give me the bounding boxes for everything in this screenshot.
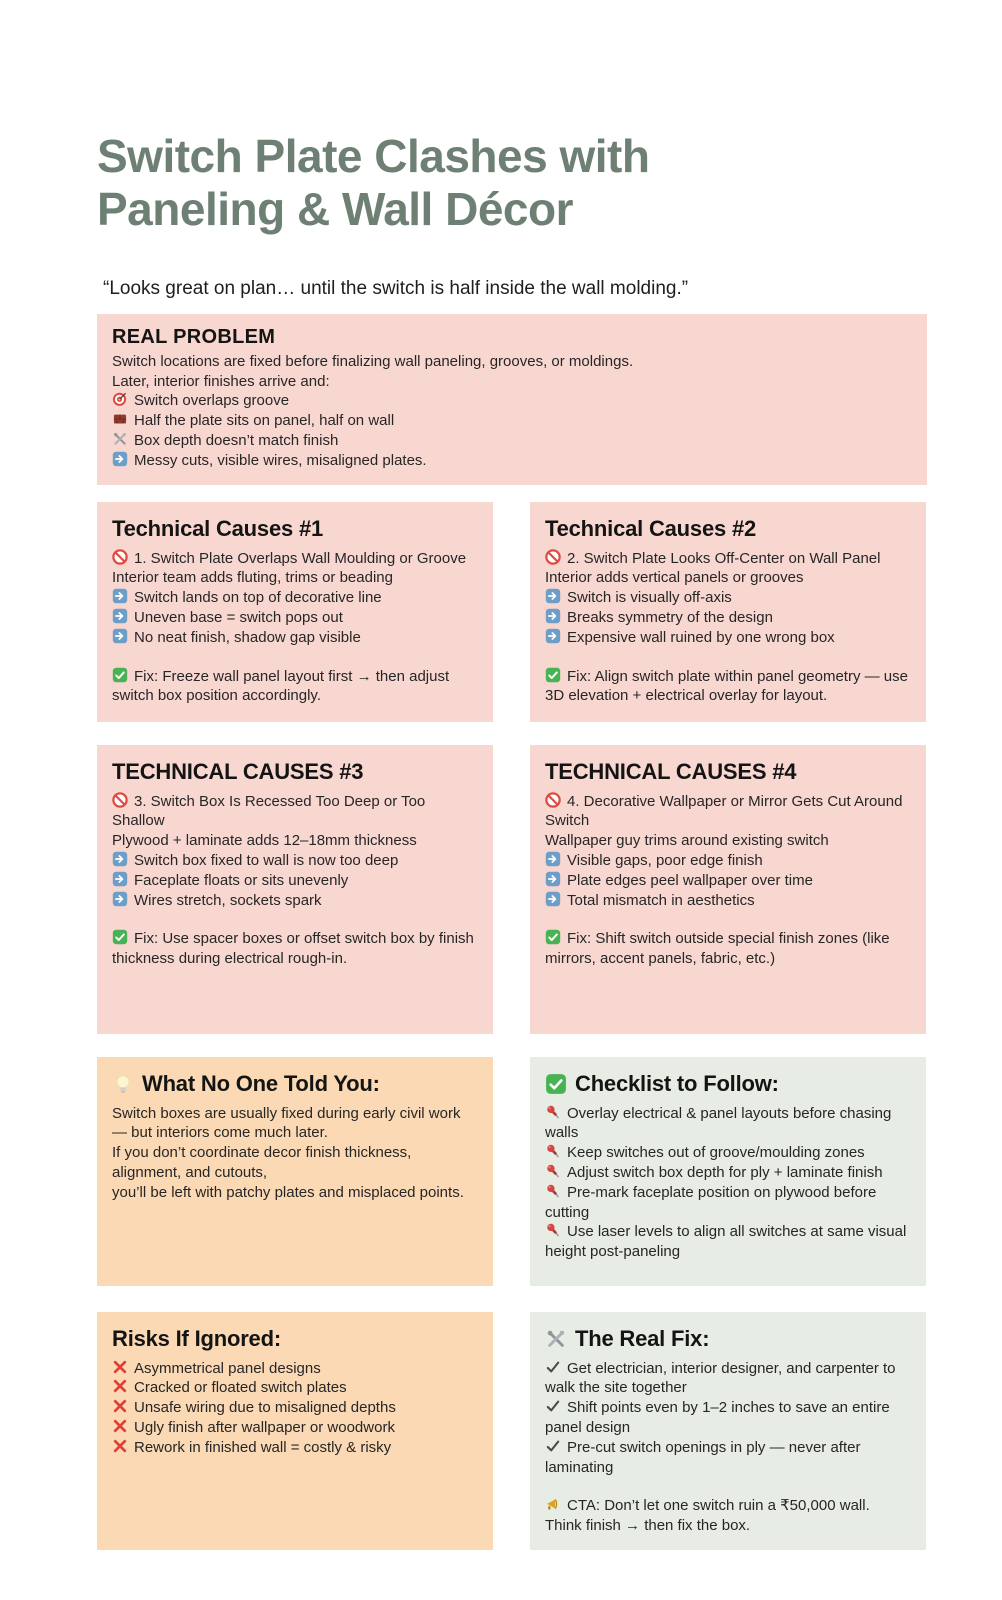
- arrow-right-icon: [112, 608, 128, 624]
- bullet-line: [112, 1398, 477, 1418]
- bullet-line: [112, 1104, 477, 1144]
- section-title: What No One Told You:: [112, 1071, 477, 1097]
- section-body: [112, 352, 911, 471]
- prohibited-icon: [112, 792, 128, 808]
- bullet-text: Expensive wall ruined by one wrong box: [567, 628, 835, 646]
- bullet-text: 3. Switch Box Is Recessed Too Deep or Too Shallow: [112, 792, 426, 830]
- arrow-right-icon: [545, 628, 561, 644]
- line-spacer: [545, 648, 910, 667]
- dartboard-icon: [112, 391, 128, 407]
- bullet-line: [112, 372, 911, 392]
- bullet-line: [112, 588, 477, 608]
- arrow-right-icon: [545, 871, 561, 887]
- arrow-right-icon: [545, 851, 561, 867]
- section-technical-causes-1: [97, 502, 493, 722]
- cross-icon: [112, 1438, 128, 1454]
- arrow-right-icon: [112, 628, 128, 644]
- bullet-text: Later, interior finishes arrive and:: [112, 372, 330, 390]
- bullet-text: Cracked or floated switch plates: [134, 1379, 347, 1397]
- prohibited-icon: [545, 549, 561, 565]
- section-technical-causes-2: [530, 502, 926, 722]
- section-technical-causes-3: [97, 745, 493, 1034]
- bullet-line: [545, 1516, 910, 1536]
- line-spacer: [545, 1477, 910, 1496]
- bullet-line: [112, 1418, 477, 1438]
- bullet-text: Asymmetrical panel designs: [134, 1359, 321, 1377]
- cross-icon: [112, 1398, 128, 1414]
- bullet-text: you’ll be left with patchy plates and misplaced points.: [112, 1183, 464, 1201]
- bullet-text: Wallpaper guy trims around existing switch: [545, 832, 829, 850]
- bullet-text: Rework in finished wall = costly & risky: [134, 1438, 392, 1456]
- bullet-line: [545, 1104, 910, 1144]
- page-title: [97, 130, 1002, 236]
- cross-icon: [112, 1418, 128, 1434]
- content-row: [97, 502, 927, 722]
- content-row: [97, 1057, 927, 1286]
- bullet-line: [545, 792, 910, 832]
- bullet-text: 4. Decorative Wallpaper or Mirror Gets Cut Around Switch: [545, 792, 903, 830]
- arrow-right-icon: [545, 608, 561, 624]
- bullet-line: [545, 568, 910, 588]
- line-spacer: [112, 910, 477, 929]
- bullet-line: [112, 451, 911, 471]
- cross-icon: [112, 1378, 128, 1394]
- lightbulb-icon: [112, 1073, 134, 1095]
- content-area: [97, 314, 927, 1550]
- bullet-text: Use laser levels to align all switches at same visual height post-paneling: [545, 1223, 907, 1261]
- subtitle-quote: “Looks great on plan… until the switch is half inside the wall molding.”: [103, 277, 689, 299]
- bullet-text: CTA: Don’t let one switch ruin a ₹50,000 wall.: [567, 1497, 870, 1515]
- section-title: Risks If Ignored:: [112, 1325, 281, 1351]
- check-icon: [112, 667, 128, 683]
- bullet-text: 1. Switch Plate Overlaps Wall Moulding or Groove: [134, 549, 467, 567]
- pushpin-icon: [545, 1163, 561, 1179]
- bullet-text: Visible gaps, poor edge finish: [567, 851, 763, 869]
- page-title-line2: Paneling & Wall Décor: [97, 182, 574, 235]
- bullet-text: Overlay electrical & panel layouts before chasing walls: [545, 1104, 892, 1142]
- arrow-right-icon: [112, 891, 128, 907]
- bullet-line: [545, 1222, 910, 1262]
- bullet-line: [545, 891, 910, 911]
- bullet-line: [545, 1496, 910, 1516]
- section-title: Technical Causes #2: [545, 515, 757, 541]
- arrow-right-icon: [112, 451, 128, 467]
- bullet-line: [545, 871, 910, 891]
- section-the-real-fix: [530, 1312, 926, 1550]
- bullet-text: Get electrician, interior designer, and carpenter to walk the site together: [545, 1359, 896, 1397]
- bullet-text: If you don’t coordinate decor finish thickness, alignment, and cutouts,: [112, 1144, 412, 1181]
- bullet-text: Wires stretch, sockets spark: [134, 891, 322, 909]
- bullet-line: [112, 831, 477, 851]
- bullet-text: Faceplate floats or sits unevenly: [134, 871, 349, 889]
- bullet-text: Uneven base = switch pops out: [134, 608, 343, 626]
- bullet-line: [112, 431, 911, 451]
- bullet-text: Fix: Shift switch outside special finish zones (like mirrors, accent panels, fabric, etc.): [545, 930, 890, 968]
- bullet-text: Fix: Use spacer boxes or offset switch box by finish thickness during electrical rough-in.: [112, 930, 474, 968]
- bullet-line: [112, 1378, 477, 1398]
- pushpin-icon: [545, 1143, 561, 1159]
- bullet-line: [545, 831, 910, 851]
- section-title: TECHNICAL CAUSES #4: [545, 758, 797, 784]
- section-checklist-to-follow: [530, 1057, 926, 1286]
- bullet-text: Switch locations are fixed before finalizing wall paneling, grooves, or moldings.: [112, 352, 634, 370]
- section-body: [112, 1359, 477, 1458]
- check-icon: [112, 929, 128, 945]
- bullet-line: [545, 1143, 910, 1163]
- bullet-text: Switch overlaps groove: [134, 392, 290, 410]
- bullet-line: [545, 608, 910, 628]
- section-body: [112, 792, 477, 969]
- content-row: [97, 745, 927, 1034]
- section-body: [545, 792, 910, 969]
- bullet-text: Box depth doesn’t match finish: [134, 431, 339, 449]
- bullet-text: Shift points even by 1–2 inches to save an entire panel design: [545, 1399, 890, 1436]
- line-spacer: [545, 910, 910, 929]
- bullet-line: [545, 929, 910, 969]
- bullet-text: Messy cuts, visible wires, misaligned plates.: [134, 451, 427, 469]
- pushpin-icon: [545, 1104, 561, 1120]
- bullet-line: [112, 871, 477, 891]
- cross-icon: [112, 1359, 128, 1375]
- bullet-line: [545, 851, 910, 871]
- checkmark-icon: [545, 1359, 561, 1375]
- checkmark-icon: [545, 1438, 561, 1454]
- bullet-line: [112, 568, 477, 588]
- line-spacer: [112, 648, 477, 667]
- bullet-line: [112, 1438, 477, 1458]
- bullet-line: [545, 1438, 910, 1478]
- bullet-line: [112, 628, 477, 648]
- bullet-text: Half the plate sits on panel, half on wall: [134, 412, 395, 430]
- bullet-line: [112, 1359, 477, 1379]
- bullet-line: [112, 851, 477, 871]
- bullet-line: [545, 1163, 910, 1183]
- section-title: Checklist to Follow:: [545, 1071, 910, 1097]
- arrow-right-icon: [545, 588, 561, 604]
- bullet-text: Think finish → then fix the box.: [545, 1517, 751, 1535]
- bullet-text: Interior adds vertical panels or grooves: [545, 569, 804, 587]
- prohibited-icon: [545, 792, 561, 808]
- bullet-text: Pre-mark faceplate position on plywood before cutting: [545, 1183, 877, 1221]
- bullet-text: Switch boxes are usually fixed during early civil work — but interiors come much later.: [112, 1104, 461, 1142]
- bullet-line: [112, 411, 911, 431]
- bullet-line: [112, 891, 477, 911]
- tools-icon: [112, 431, 128, 447]
- bullet-line: [112, 391, 911, 411]
- bullet-text: Switch lands on top of decorative line: [134, 589, 382, 607]
- bullet-line: [112, 929, 477, 969]
- section-body: [112, 549, 477, 707]
- pushpin-icon: [545, 1183, 561, 1199]
- bullet-text: Switch box fixed to wall is now too deep: [134, 851, 399, 869]
- bullet-text: Breaks symmetry of the design: [567, 608, 773, 626]
- bullet-text: Total mismatch in aesthetics: [567, 891, 755, 909]
- bullet-text: Plywood + laminate adds 12–18mm thickness: [112, 832, 417, 850]
- bullet-line: [112, 667, 477, 707]
- bullet-text: Keep switches out of groove/moulding zones: [567, 1144, 865, 1162]
- prohibited-icon: [112, 549, 128, 565]
- arrow-right-icon: [112, 588, 128, 604]
- bullet-line: [112, 792, 477, 832]
- content-row: [97, 1312, 927, 1550]
- section-title: REAL PROBLEM: [112, 325, 276, 348]
- section-title: Technical Causes #1: [112, 515, 324, 541]
- section-body: [545, 1104, 910, 1262]
- bullet-line: [112, 1143, 477, 1183]
- check-icon: [545, 1073, 567, 1095]
- bullet-text: Ugly finish after wallpaper or woodwork: [134, 1418, 395, 1436]
- tools-icon: [545, 1328, 567, 1350]
- checkmark-icon: [545, 1398, 561, 1414]
- bullet-text: No neat finish, shadow gap visible: [134, 628, 361, 646]
- bullet-text: Interior team adds fluting, trims or beading: [112, 569, 393, 587]
- bullet-line: [545, 667, 910, 707]
- bullet-text: 2. Switch Plate Looks Off-Center on Wall Panel: [567, 549, 881, 567]
- bullet-line: [112, 549, 477, 569]
- section-body: [545, 549, 910, 707]
- bullet-text: Fix: Align switch plate within panel geometry — use 3D elevation + electrical overlay for layout.: [545, 667, 908, 705]
- section-real-problem: [97, 314, 927, 485]
- section-risks-if-ignored: [97, 1312, 493, 1550]
- bullet-line: [545, 1398, 910, 1438]
- section-title: TECHNICAL CAUSES #3: [112, 758, 364, 784]
- megaphone-icon: [545, 1496, 561, 1512]
- bullet-text: Adjust switch box depth for ply + laminate finish: [567, 1163, 883, 1181]
- bullet-line: [545, 1183, 910, 1223]
- check-icon: [545, 667, 561, 683]
- arrow-right-icon: [112, 871, 128, 887]
- section-technical-causes-4: [530, 745, 926, 1034]
- pushpin-icon: [545, 1222, 561, 1238]
- bullet-text: Pre-cut switch openings in ply — never after laminating: [545, 1438, 861, 1476]
- bullet-text: Switch is visually off-axis: [567, 589, 732, 607]
- section-body: [112, 1104, 477, 1203]
- bullet-line: [545, 549, 910, 569]
- bullet-line: [545, 628, 910, 648]
- section-title: The Real Fix:: [545, 1326, 910, 1352]
- arrow-right-icon: [545, 891, 561, 907]
- bullet-line: [112, 608, 477, 628]
- bullet-line: [112, 352, 911, 372]
- page-title-line1: Switch Plate Clashes with: [97, 130, 650, 182]
- bullet-text: Unsafe wiring due to misaligned depths: [134, 1399, 396, 1417]
- section-body: [545, 1359, 910, 1536]
- bullet-text: Plate edges peel wallpaper over time: [567, 871, 813, 889]
- arrow-right-icon: [112, 851, 128, 867]
- check-icon: [545, 929, 561, 945]
- section-what-no-one-told-you: [97, 1057, 493, 1286]
- bullet-line: [545, 588, 910, 608]
- brick-icon: [112, 411, 128, 427]
- content-row: [97, 314, 927, 485]
- bullet-line: [545, 1359, 910, 1399]
- bullet-line: [112, 1183, 477, 1203]
- bullet-text: Fix: Freeze wall panel layout first → then adjust switch box position accordingly.: [112, 667, 450, 705]
